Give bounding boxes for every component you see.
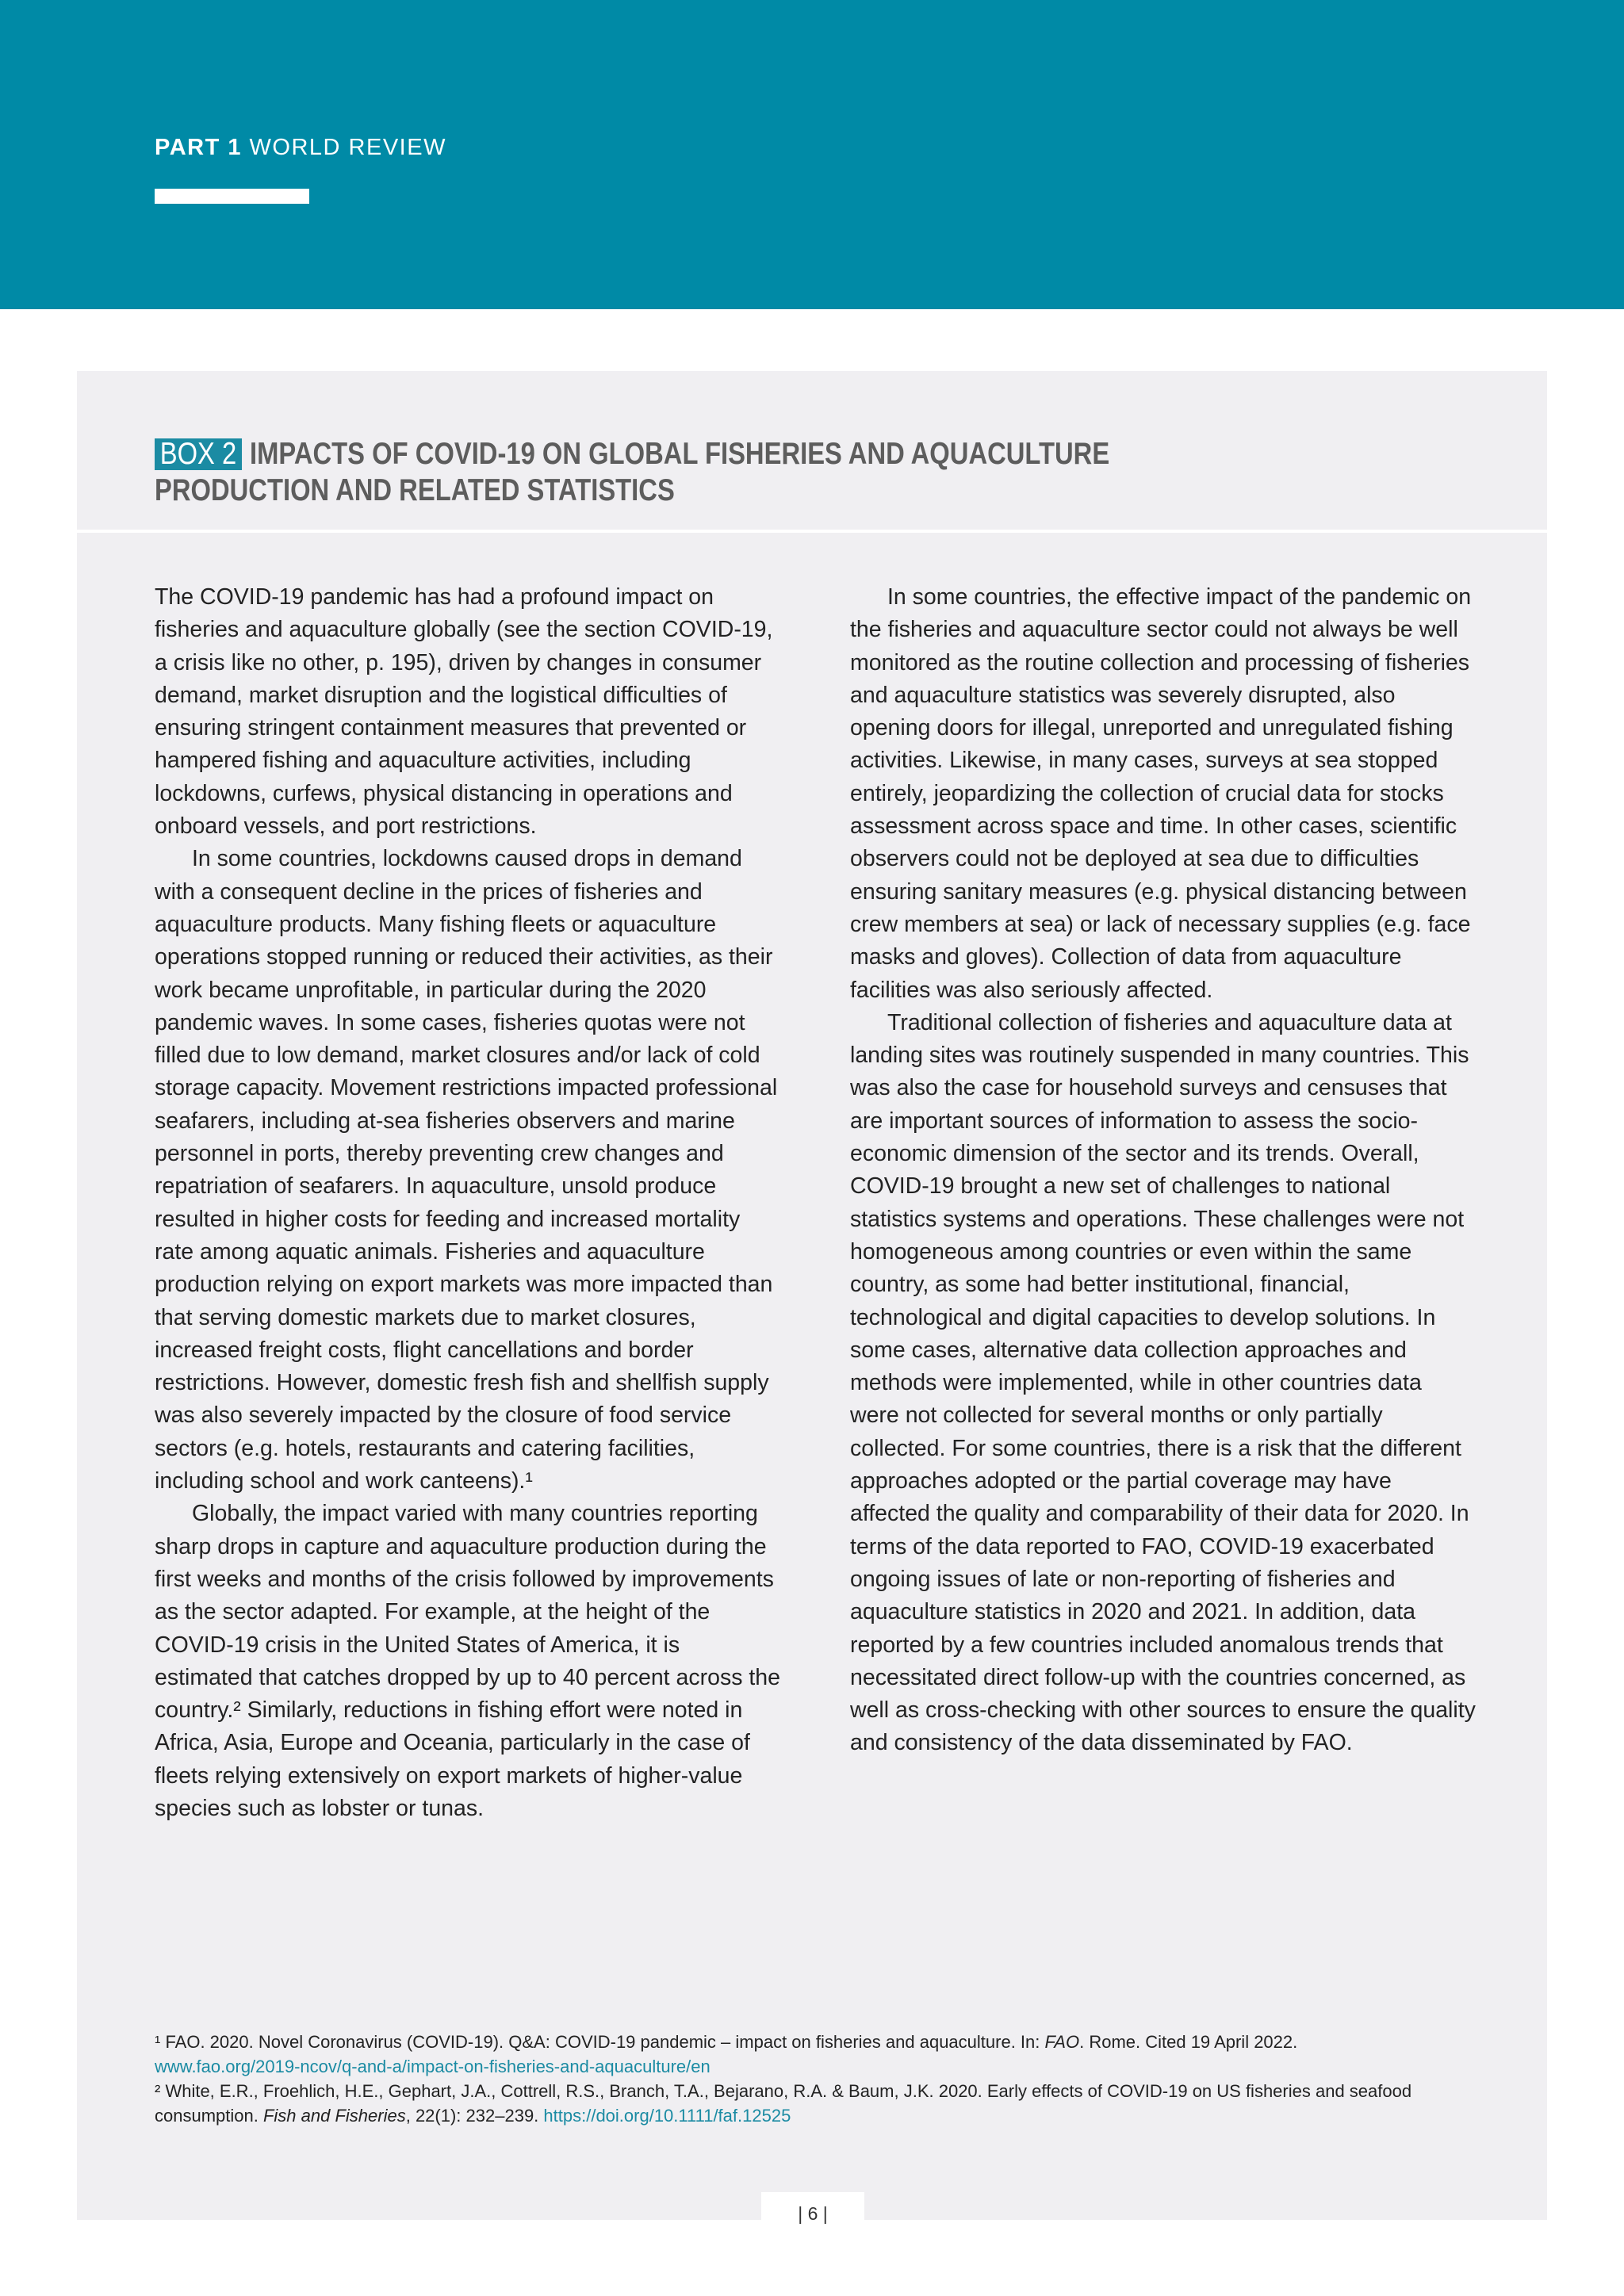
- footnote-2-link[interactable]: https://doi.org/10.1111/faf.12525: [543, 2106, 791, 2126]
- left-column: [155, 581, 781, 1825]
- paragraph: In some countries, lockdowns caused drops in demand with a consequent decline in the prices of fisheries and aquaculture products. Many fishing fleets or aquaculture operations stopped running or reduced their activities, as their work became unprofitable, in particular during the 2020 pandemic waves. In some cases, fisheries quotas were not filled due to low demand, market closures and/or lack of cold storage capacity. Movement restrictions impacted professional seafarers, including at-sea fisheries observers and marine personnel in ports, thereby preventing crew changes and repatriation of seafarers. In aquaculture, unsold produce resulted in higher costs for feeding and increased mortality rate among aquatic animals. Fisheries and aquaculture production relying on export markets was more impacted than that serving domestic markets due to market closures, increased freight costs, flight cancellations and border restrictions. However, domestic fresh fish and shellfish supply was also severely impacted by the closure of food service sectors (e.g. hotels, restaurants and catering facilities, including school and work canteens).¹: [155, 846, 778, 1494]
- paragraph: In some countries, the effective impact of the pandemic on the fisheries and aquaculture sector could not always be well monitored as the routine collection and processing of fisheries and aquaculture statistics was severely disrupted, also opening doors for illegal, unreported and unregulated fishing activities. Likewise, in many cases, surveys at sea stopped entirely, jeopardizing the collection of crucial data for stocks assessment across space and time. In other cases, scientific observers could not be deployed at sea due to difficulties ensuring sanitary measures (e.g. physical distancing between crew members at sea) or lack of necessary supplies (e.g. face masks and gloves). Collection of data from aquaculture facilities was also seriously affected.: [850, 584, 1472, 1003]
- box-tag: BOX 2: [155, 438, 242, 470]
- box-title: [155, 436, 1154, 509]
- box-title-text: IMPACTS OF COVID-19 ON GLOBAL FISHERIES AND AQUACULTURE PRODUCTION AND RELATED STATISTICS: [155, 437, 1110, 507]
- box-header: [77, 371, 1547, 533]
- part-title: WORLD REVIEW: [249, 135, 446, 160]
- paragraph: Globally, the impact varied with many countries reporting sharp drops in capture and aquaculture production during the first weeks and months of the crisis followed by improvements as the sector adapted. For example, at the height of the COVID-19 crisis in the United States of America, it is estimated that catches dropped by up to 40 percent across the country.² Similarly, reductions in fishing effort were noted in Africa, Asia, Europe and Oceania, particularly in the case of fleets relying extensively on export markets of higher-value species such as lobster or tunas.: [155, 1501, 780, 1821]
- paragraph: The COVID-19 pandemic has had a profound impact on fisheries and aquaculture globally (see the section COVID-19, a crisis like no other, p. 195), driven by changes in consumer demand, market disruption and the logistical difficulties of ensuring stringent containment measures that prevented or hampered fishing and aquaculture activities, including lockdowns, curfews, physical distancing in operations and onboard vessels, and port restrictions.: [155, 584, 773, 840]
- footnote-1: [155, 2030, 1503, 2079]
- footnote-italic: FAO: [1044, 2032, 1080, 2052]
- footnote-text: ² White, E.R., Froehlich, H.E., Gephart, J.A., Cottrell, R.S., Branch, T.A., Bejarano, R.A. & Baum, J.K. 2020. Early effects of COVID-19 on US fisheries and seafood consumption.: [155, 2081, 1412, 2126]
- right-column: [850, 581, 1477, 1760]
- box-panel: [77, 371, 1547, 2220]
- footnotes: [155, 2030, 1503, 2128]
- page-number-tab: [761, 2192, 864, 2240]
- footnote-italic: Fish and Fisheries: [262, 2106, 406, 2126]
- paragraph: Traditional collection of fisheries and aquaculture data at landing sites was routinely suspended in many countries. This was also the case for household surveys and censuses that are important sources of information to assess the socio-economic dimension of the sector and its trends. Overall, COVID-19 brought a new set of challenges to national statistics systems and operations. These challenges were not homogeneous among countries or even within the same country, as some had better institutional, financial, technological and digital capacities to develop solutions. In some cases, alternative data collection approaches and methods were implemented, while in other countries data were not collected for several months or only partially collected. For some countries, there is a risk that the different approaches adopted or the partial coverage may have affected the quality and comparability of their data for 2020. In terms of the data reported to FAO, COVID-19 exacerbated ongoing issues of late or non-reporting of fisheries and aquaculture statistics in 2020 and 2021. In addition, data reported by a few countries included anomalous trends that necessitated direct follow-up with the countries concerned, as well as cross-checking with other sources to ensure the quality and consistency of the data disseminated by FAO.: [850, 1009, 1476, 1756]
- footnote-text: ¹ FAO. 2020. Novel Coronavirus (COVID-19). Q&A: COVID-19 pandemic – impact on fisheries and aquaculture. In:: [155, 2032, 1045, 2052]
- footnote-1-link[interactable]: www.fao.org/2019-ncov/q-and-a/impact-on-fisheries-and-aquaculture/en: [155, 2057, 710, 2076]
- footnote-text: . Rome. Cited 19 April 2022.: [1079, 2032, 1298, 2052]
- footnote-2: [155, 2079, 1503, 2128]
- page-number: | 6 |: [798, 2203, 828, 2224]
- footnote-text: , 22(1): 232–239.: [405, 2106, 544, 2126]
- header-banner: [0, 0, 1624, 309]
- part-label: [155, 135, 446, 161]
- part-underline-bar: [155, 189, 309, 204]
- part-number: PART 1: [155, 135, 242, 160]
